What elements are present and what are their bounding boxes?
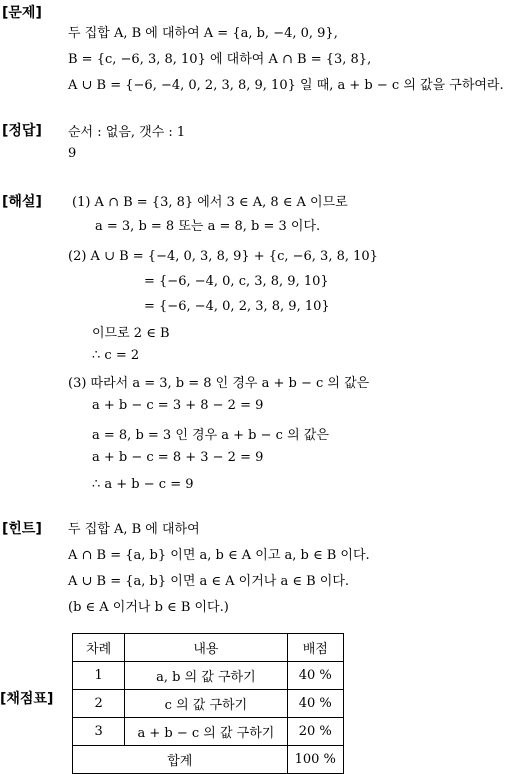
grading-row xyxy=(73,718,344,746)
grading-header-row xyxy=(73,634,344,662)
solution-line-6: 이므로 2 ∈ B xyxy=(92,326,170,341)
solution-line-11: a + b − c = 8 + 3 − 2 = 9 xyxy=(92,450,264,465)
solution-line-7: ∴ c = 2 xyxy=(92,348,140,363)
hint-line-2: A ∩ B = {a, b} 이면 a, b ∈ A 이고 a, b ∈ B 이다. xyxy=(68,548,370,563)
grading-table xyxy=(72,633,344,774)
grading-cell-points: 40 % xyxy=(287,662,343,690)
grading-cell-points: 40 % xyxy=(287,690,343,718)
solution-tag: [해설] xyxy=(2,194,42,210)
problem-line-1: 두 집합 A, B 에 대하여 A = {a, b, −4, 0, 9}, xyxy=(68,26,338,41)
grading-tag: [채점표] xyxy=(0,691,54,707)
solution-line-2: a = 3, b = 8 또는 a = 8, b = 3 이다. xyxy=(95,219,321,234)
grading-total-label: 합계 xyxy=(73,746,288,774)
answer-tag: [정답] xyxy=(2,123,42,139)
grading-total-row xyxy=(73,746,344,774)
hint-tag: [힌트] xyxy=(2,521,42,537)
grading-cell-content: a, b 의 값 구하기 xyxy=(125,662,287,690)
hint-line-4: (b ∈ A 이거나 b ∈ B 이다.) xyxy=(68,600,229,615)
hint-line-3: A ∪ B = {a, b} 이면 a ∈ A 이거나 a ∈ B 이다. xyxy=(68,574,350,589)
answer-line-1: 순서 : 없음, 갯수 : 1 xyxy=(68,125,186,140)
grading-cell-order: 1 xyxy=(73,662,125,690)
solution-line-8: (3) 따라서 a = 3, b = 8 인 경우 a + b − c 의 값은 xyxy=(68,376,370,391)
solution-line-5: = {−6, −4, 0, 2, 3, 8, 9, 10} xyxy=(144,299,330,314)
solution-line-9: a + b − c = 3 + 8 − 2 = 9 xyxy=(92,398,264,413)
grading-header-content: 내용 xyxy=(125,634,287,662)
grading-total-value: 100 % xyxy=(287,746,343,774)
problem-line-3: A ∪ B = {−6, −4, 0, 2, 3, 8, 9, 10} 일 때, a + b − c 의 값을 구하여라. xyxy=(68,78,504,93)
grading-cell-content: a + b − c 의 값 구하기 xyxy=(125,718,287,746)
grading-header-points: 배점 xyxy=(287,634,343,662)
grading-row xyxy=(73,662,344,690)
solution-line-3: (2) A ∪ B = {−4, 0, 3, 8, 9} + {c, −6, 3, 8, 10} xyxy=(68,249,378,264)
problem-line-2: B = {c, −6, 3, 8, 10} 에 대하여 A ∩ B = {3, 8}, xyxy=(68,52,372,67)
solution-line-10: a = 8, b = 3 인 경우 a + b − c 의 값은 xyxy=(92,428,329,443)
answer-value: 9 xyxy=(68,146,77,161)
solution-line-4: = {−6, −4, 0, c, 3, 8, 9, 10} xyxy=(144,274,329,289)
grading-cell-order: 3 xyxy=(73,718,125,746)
grading-row xyxy=(73,690,344,718)
hint-line-1: 두 집합 A, B 에 대하여 xyxy=(68,522,200,537)
grading-cell-points: 20 % xyxy=(287,718,343,746)
grading-cell-order: 2 xyxy=(73,690,125,718)
problem-tag: [문제] xyxy=(2,5,42,21)
grading-cell-content: c 의 값 구하기 xyxy=(125,690,287,718)
solution-line-1: (1) A ∩ B = {3, 8} 에서 3 ∈ A, 8 ∈ A 이므로 xyxy=(72,195,348,210)
solution-line-12: ∴ a + b − c = 9 xyxy=(92,477,194,492)
grading-header-order: 차례 xyxy=(73,634,125,662)
